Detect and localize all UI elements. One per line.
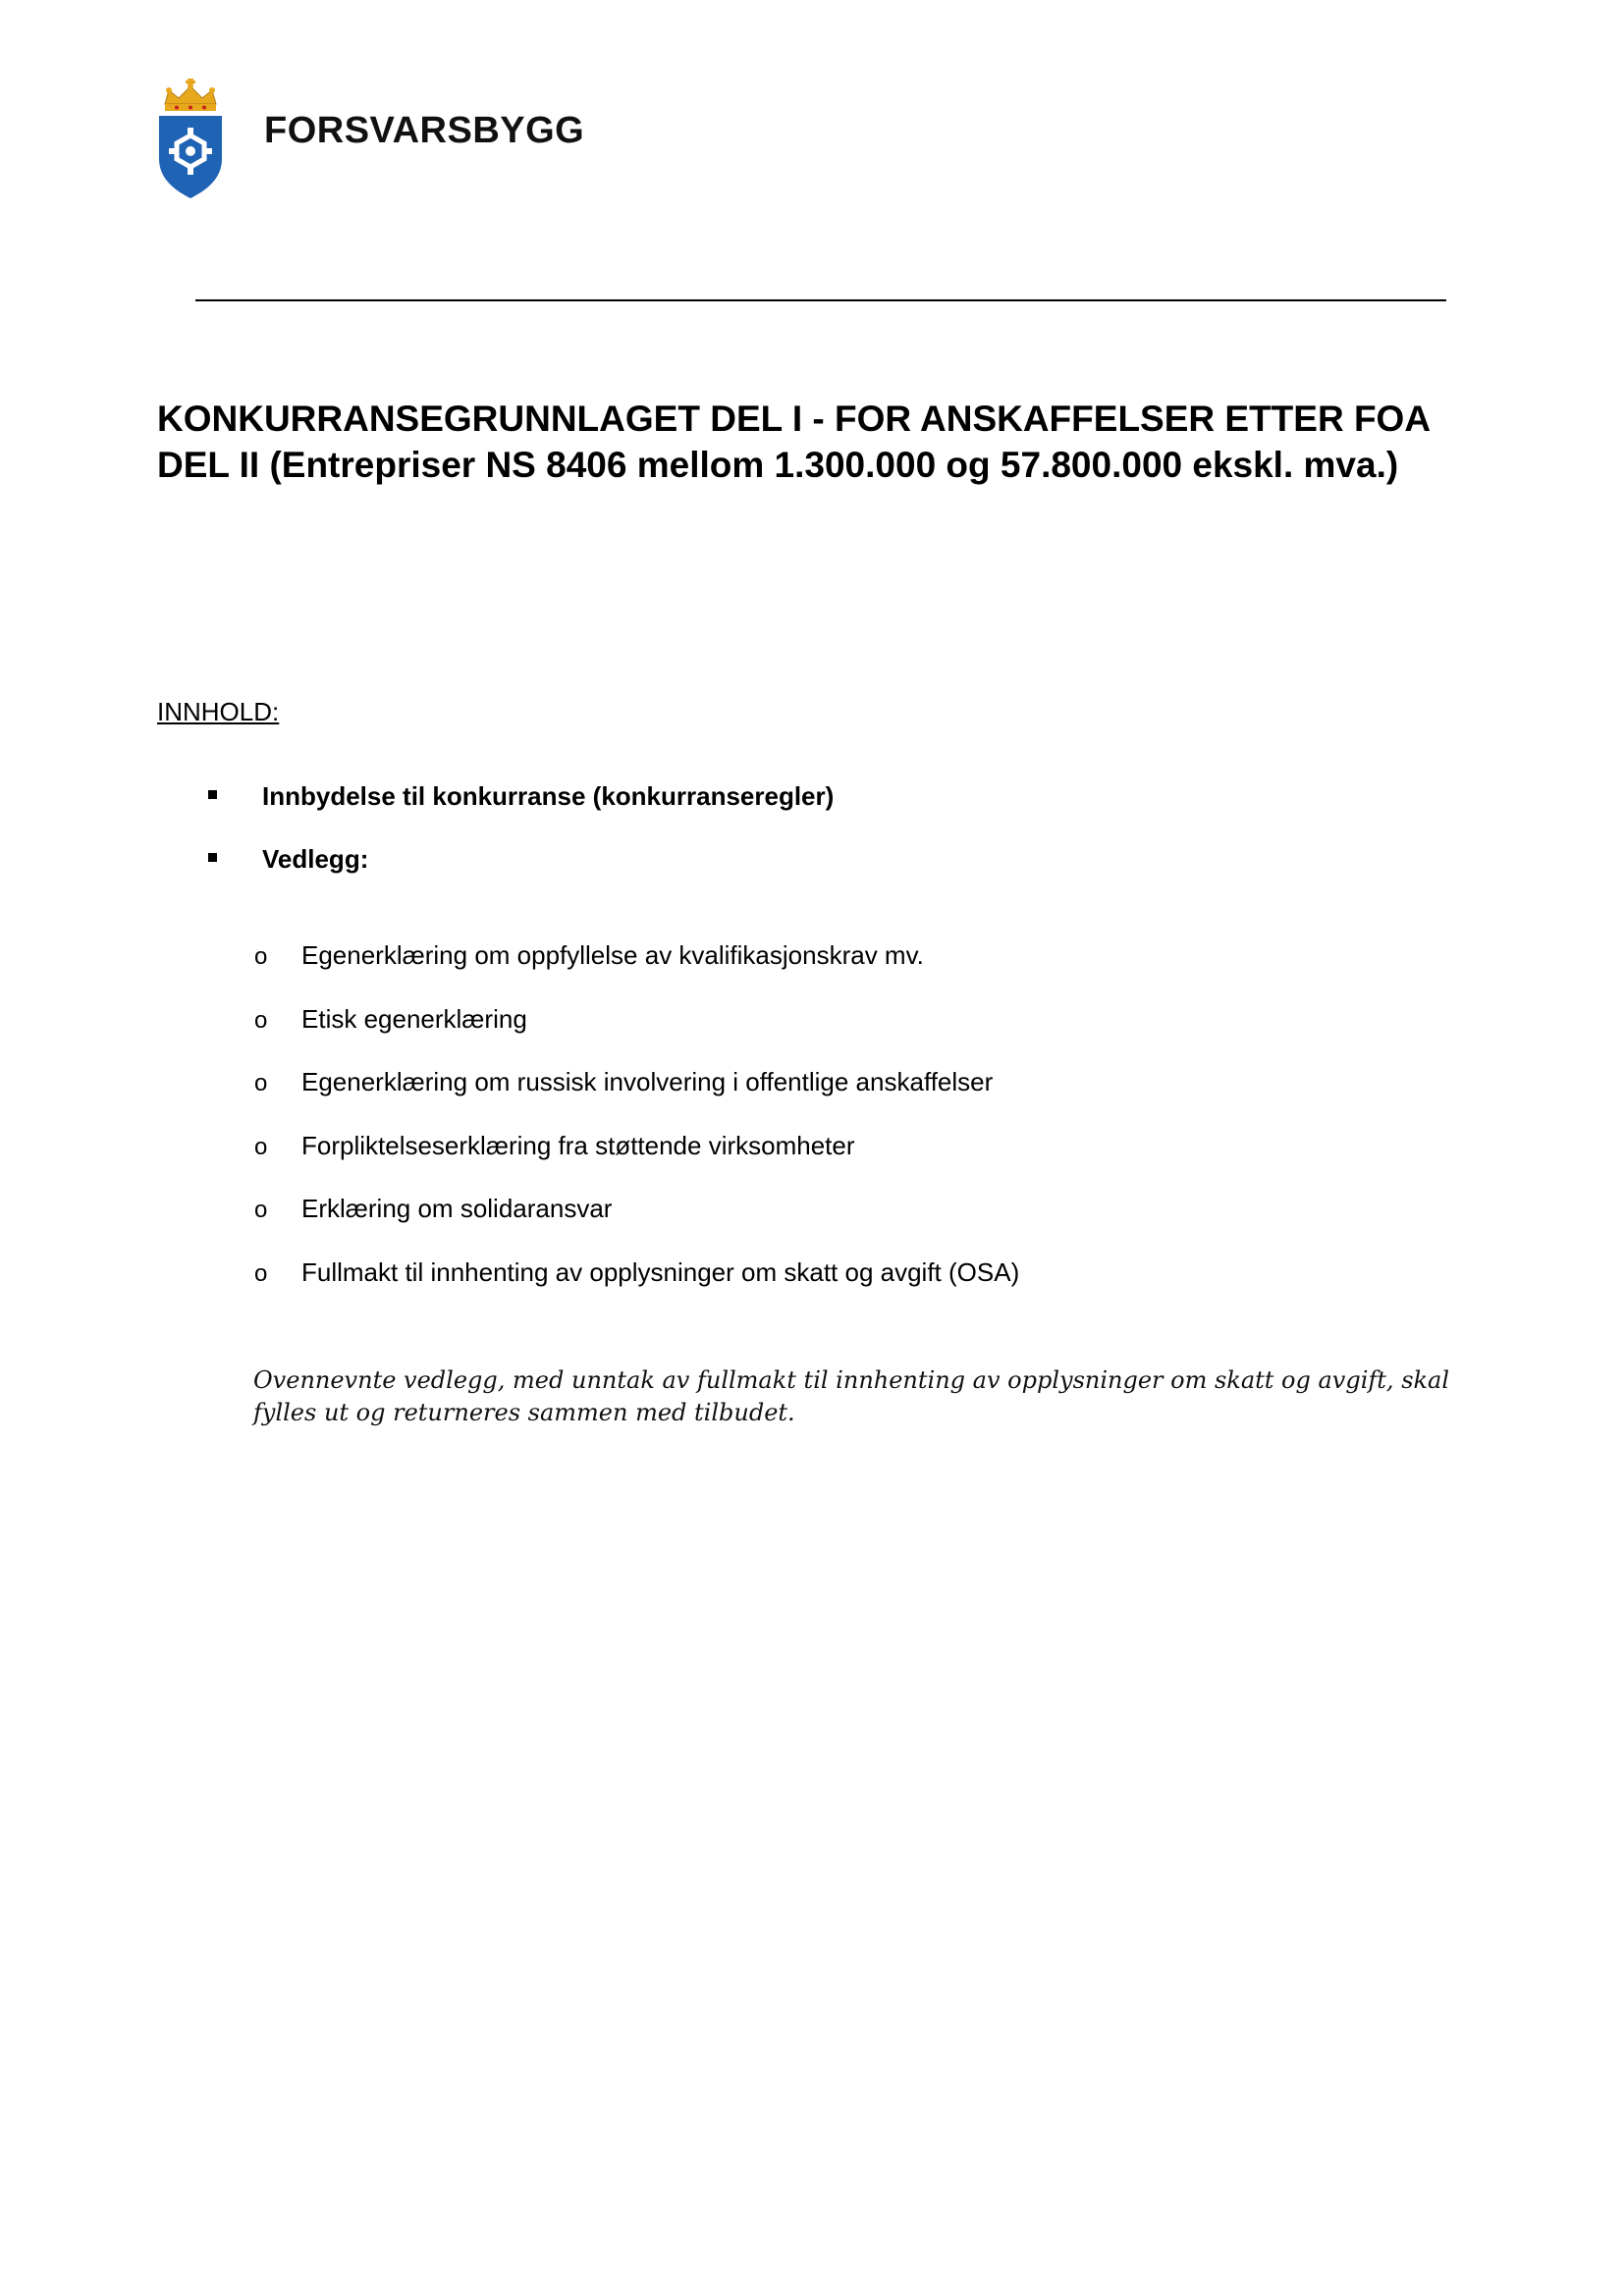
attachment-list [157,940,1434,1321]
attachment-label: Fullmakt til innhenting av opplysninger om skatt og avgift (OSA) [301,1256,1020,1287]
attachment-item [157,1131,1434,1195]
attachment-item [157,1004,1434,1068]
brand-name: FORSVARSBYGG [264,110,585,151]
toc-heading: INNHOLD: [157,697,280,726]
circle-bullet-icon: o [254,943,268,970]
attachment-item [157,1194,1434,1257]
attachment-label: Forpliktelseserklæring fra støttende virksomheter [301,1130,855,1160]
circle-bullet-icon: o [254,1006,268,1034]
list-item-label: Vedlegg: [262,844,369,874]
attachment-note: Ovennevnte vedlegg, med unntak av fullmakt til innhenting av opplysninger om skatt og avgift, skal fylles ut og returneres sammen med tilbudet. [253,1366,1450,1426]
list-item [157,844,1434,907]
forsvarsbygg-crest-icon [157,79,224,200]
header-logo [157,79,224,200]
circle-bullet-icon: o [254,1133,268,1160]
toc-list [157,781,1434,907]
list-item-label: Innbydelse til konkurranse (konkurranseregler) [262,781,835,811]
attachment-label: Egenerklæring om oppfyllelse av kvalifikasjonskrav mv. [301,940,924,970]
square-bullet-icon [208,853,217,862]
attachment-label: Erklæring om solidaransvar [301,1194,613,1224]
attachment-item [157,1257,1434,1321]
circle-bullet-icon: o [254,1070,268,1097]
attachment-label: Egenerklæring om russisk involvering i offentlige anskaffelser [301,1067,994,1097]
attachment-item [157,940,1434,1004]
attachment-label: Etisk egenerklæring [301,1003,527,1034]
document-title: KONKURRANSEGRUNNLAGET DEL I - FOR ANSKAFFELSER ETTER FOA DEL II (Entrepriser NS 8406 mellom 1.300.000 og 57.800.000 ekskl. mva.) [157,399,1430,485]
square-bullet-icon [208,790,217,799]
attachment-item [157,1067,1434,1131]
header-divider [195,299,1446,301]
list-item [157,781,1434,844]
circle-bullet-icon: o [254,1197,268,1224]
circle-bullet-icon: o [254,1259,268,1287]
